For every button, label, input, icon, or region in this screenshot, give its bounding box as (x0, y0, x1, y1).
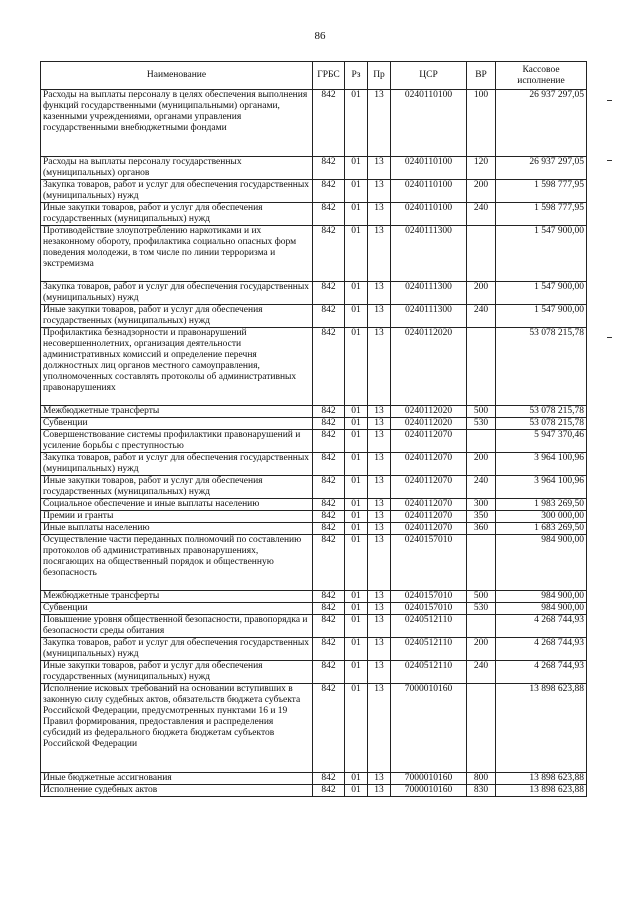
row-vr-cell (467, 535, 496, 591)
row-name-cell: Исполнение исковых требований на основании вступивших в законную силу судебных актов, обязательств бюджета субъекта Российской Федерации, предусмотренных пунктами 16 и 19 Правил формирования, предоставления и распределения субсидий из федерального бюджета бюджетам субъектов Российской Федерации (41, 684, 313, 773)
row-vr-cell: 100 (467, 90, 496, 157)
column-header-vr: ВР (467, 62, 496, 90)
table-row (41, 523, 587, 535)
row-pr-cell: 13 (368, 523, 391, 535)
row-amount-cell: 1 598 777,95 (496, 180, 587, 203)
table-row (41, 406, 587, 418)
row-vr-cell (467, 684, 496, 773)
row-pr-cell: 13 (368, 406, 391, 418)
row-vr-cell: 500 (467, 591, 496, 603)
row-amount-cell: 5 947 370,46 (496, 430, 587, 453)
row-amount-cell: 4 268 744,93 (496, 661, 587, 684)
table-header-row (41, 62, 587, 90)
row-grbs-cell: 842 (313, 773, 345, 785)
row-pr-cell: 13 (368, 615, 391, 638)
row-pr-cell: 13 (368, 684, 391, 773)
table-row (41, 591, 587, 603)
row-grbs-cell: 842 (313, 603, 345, 615)
row-rz-cell: 01 (345, 638, 368, 661)
row-rz-cell: 01 (345, 785, 368, 797)
row-vr-cell: 120 (467, 157, 496, 180)
row-csr-cell: 0240157010 (391, 591, 467, 603)
row-rz-cell: 01 (345, 282, 368, 305)
row-amount-cell: 1 547 900,00 (496, 282, 587, 305)
row-csr-cell: 7000010160 (391, 785, 467, 797)
row-grbs-cell: 842 (313, 328, 345, 406)
row-grbs-cell: 842 (313, 499, 345, 511)
row-vr-cell: 240 (467, 661, 496, 684)
row-pr-cell: 13 (368, 476, 391, 499)
table-row (41, 615, 587, 638)
row-grbs-cell: 842 (313, 511, 345, 523)
row-name-cell: Профилактика безнадзорности и правонарушений несовершеннолетних, организация деятельности административных комиссий и определение перечня должностных лиц органов местного самоуправления, уполномоченных составлять протоколы об административных правонарушениях (41, 328, 313, 406)
row-pr-cell: 13 (368, 453, 391, 476)
row-vr-cell: 500 (467, 406, 496, 418)
row-vr-cell (467, 615, 496, 638)
row-csr-cell: 0240110100 (391, 90, 467, 157)
row-amount-cell: 26 937 297,05 (496, 157, 587, 180)
row-name-cell: Осуществление части переданных полномочий по составлению протоколов об административных правонарушениях, посягающих на общественный порядок и общественную безопасность (41, 535, 313, 591)
row-vr-cell: 240 (467, 305, 496, 328)
row-grbs-cell: 842 (313, 535, 345, 591)
scan-mark (607, 100, 612, 101)
row-amount-cell: 1 983 269,50 (496, 499, 587, 511)
row-csr-cell: 0240112070 (391, 453, 467, 476)
row-amount-cell: 1 683 269,50 (496, 523, 587, 535)
row-csr-cell: 0240110100 (391, 180, 467, 203)
row-name-cell: Повышение уровня общественной безопасности, правопорядка и безопасности среды обитания (41, 615, 313, 638)
row-vr-cell (467, 430, 496, 453)
row-vr-cell: 200 (467, 282, 496, 305)
row-grbs-cell: 842 (313, 90, 345, 157)
row-pr-cell: 13 (368, 203, 391, 226)
row-csr-cell: 0240512110 (391, 615, 467, 638)
row-grbs-cell: 842 (313, 406, 345, 418)
row-amount-cell: 984 900,00 (496, 603, 587, 615)
row-pr-cell: 13 (368, 305, 391, 328)
scan-mark (607, 337, 612, 338)
column-header-amount: Кассовое исполнение (496, 62, 587, 90)
row-amount-cell: 53 078 215,78 (496, 418, 587, 430)
row-rz-cell: 01 (345, 453, 368, 476)
row-vr-cell: 530 (467, 418, 496, 430)
row-csr-cell: 0240512110 (391, 661, 467, 684)
row-csr-cell: 7000010160 (391, 684, 467, 773)
budget-execution-table (40, 61, 587, 797)
row-rz-cell: 01 (345, 157, 368, 180)
row-rz-cell: 01 (345, 773, 368, 785)
row-amount-cell: 4 268 744,93 (496, 615, 587, 638)
row-amount-cell: 1 547 900,00 (496, 226, 587, 282)
table-row (41, 476, 587, 499)
row-name-cell: Субвенции (41, 418, 313, 430)
row-rz-cell: 01 (345, 535, 368, 591)
row-rz-cell: 01 (345, 90, 368, 157)
table-row (41, 499, 587, 511)
row-rz-cell: 01 (345, 523, 368, 535)
row-name-cell: Субвенции (41, 603, 313, 615)
row-name-cell: Премии и гранты (41, 511, 313, 523)
row-pr-cell: 13 (368, 773, 391, 785)
row-csr-cell: 0240110100 (391, 203, 467, 226)
row-rz-cell: 01 (345, 305, 368, 328)
row-vr-cell: 240 (467, 476, 496, 499)
column-header-name: Наименование (41, 62, 313, 90)
page-number: 86 (314, 30, 326, 42)
row-pr-cell: 13 (368, 511, 391, 523)
row-name-cell: Расходы на выплаты персоналу государственных (муниципальных) органов (41, 157, 313, 180)
row-pr-cell: 13 (368, 282, 391, 305)
row-csr-cell: 0240112020 (391, 328, 467, 406)
row-amount-cell: 13 898 623,88 (496, 684, 587, 773)
row-vr-cell: 200 (467, 180, 496, 203)
row-csr-cell: 7000010160 (391, 773, 467, 785)
table-row (41, 282, 587, 305)
row-vr-cell: 200 (467, 638, 496, 661)
row-pr-cell: 13 (368, 499, 391, 511)
row-grbs-cell: 842 (313, 684, 345, 773)
row-name-cell: Иные закупки товаров, работ и услуг для обеспечения государственных (муниципальных) нужд (41, 203, 313, 226)
table-body (41, 90, 587, 797)
row-amount-cell: 53 078 215,78 (496, 406, 587, 418)
table-row (41, 90, 587, 157)
table-row (41, 535, 587, 591)
row-grbs-cell: 842 (313, 180, 345, 203)
row-csr-cell: 0240111300 (391, 226, 467, 282)
row-rz-cell: 01 (345, 591, 368, 603)
row-rz-cell: 01 (345, 180, 368, 203)
row-name-cell: Совершенствование системы профилактики правонарушений и усиление борьбы с преступностью (41, 430, 313, 453)
row-vr-cell: 800 (467, 773, 496, 785)
row-csr-cell: 0240157010 (391, 603, 467, 615)
row-grbs-cell: 842 (313, 430, 345, 453)
row-name-cell: Противодействие злоупотреблению наркотиками и их незаконному обороту, профилактика социально опасных форм поведения молодежи, в том числе по линии терроризма и экстремизма (41, 226, 313, 282)
row-grbs-cell: 842 (313, 476, 345, 499)
row-rz-cell: 01 (345, 203, 368, 226)
row-name-cell: Иные закупки товаров, работ и услуг для обеспечения государственных (муниципальных) нужд (41, 661, 313, 684)
row-rz-cell: 01 (345, 603, 368, 615)
row-name-cell: Закупка товаров, работ и услуг для обеспечения государственных (муниципальных) нужд (41, 453, 313, 476)
row-vr-cell: 350 (467, 511, 496, 523)
row-amount-cell: 1 547 900,00 (496, 305, 587, 328)
row-name-cell: Закупка товаров, работ и услуг для обеспечения государственных (муниципальных) нужд (41, 638, 313, 661)
row-vr-cell (467, 226, 496, 282)
row-rz-cell: 01 (345, 406, 368, 418)
row-pr-cell: 13 (368, 535, 391, 591)
row-csr-cell: 0240112020 (391, 418, 467, 430)
row-vr-cell: 830 (467, 785, 496, 797)
table-row (41, 328, 587, 406)
table-row (41, 305, 587, 328)
row-vr-cell: 240 (467, 203, 496, 226)
row-grbs-cell: 842 (313, 638, 345, 661)
table-row (41, 638, 587, 661)
table-row (41, 661, 587, 684)
row-grbs-cell: 842 (313, 453, 345, 476)
column-header-grbs: ГРБС (313, 62, 345, 90)
column-header-pr: Пр (368, 62, 391, 90)
row-amount-cell: 13 898 623,88 (496, 773, 587, 785)
row-name-cell: Межбюджетные трансферты (41, 591, 313, 603)
row-name-cell: Расходы на выплаты персоналу в целях обеспечения выполнения функций государственными (муниципальными) органами, казенными учреждениями, органами управления государственными внебюджетными фондами (41, 90, 313, 157)
row-name-cell: Социальное обеспечение и иные выплаты населению (41, 499, 313, 511)
row-grbs-cell: 842 (313, 418, 345, 430)
row-amount-cell: 984 900,00 (496, 591, 587, 603)
row-amount-cell: 13 898 623,88 (496, 785, 587, 797)
table-row (41, 430, 587, 453)
row-amount-cell: 300 000,00 (496, 511, 587, 523)
table-row (41, 453, 587, 476)
row-csr-cell: 0240110100 (391, 157, 467, 180)
row-csr-cell: 0240111300 (391, 282, 467, 305)
row-csr-cell: 0240112070 (391, 511, 467, 523)
row-rz-cell: 01 (345, 476, 368, 499)
row-amount-cell: 53 078 215,78 (496, 328, 587, 406)
scan-mark (607, 160, 612, 161)
row-rz-cell: 01 (345, 499, 368, 511)
row-rz-cell: 01 (345, 511, 368, 523)
row-rz-cell: 01 (345, 418, 368, 430)
row-grbs-cell: 842 (313, 203, 345, 226)
row-csr-cell: 0240112070 (391, 430, 467, 453)
row-rz-cell: 01 (345, 226, 368, 282)
row-pr-cell: 13 (368, 591, 391, 603)
row-amount-cell: 3 964 100,96 (496, 453, 587, 476)
row-pr-cell: 13 (368, 430, 391, 453)
row-name-cell: Иные выплаты населению (41, 523, 313, 535)
row-vr-cell: 360 (467, 523, 496, 535)
row-grbs-cell: 842 (313, 226, 345, 282)
row-vr-cell: 530 (467, 603, 496, 615)
row-rz-cell: 01 (345, 615, 368, 638)
row-name-cell: Иные закупки товаров, работ и услуг для обеспечения государственных (муниципальных) нужд (41, 476, 313, 499)
table-row (41, 684, 587, 773)
row-name-cell: Иные бюджетные ассигнования (41, 773, 313, 785)
row-amount-cell: 3 964 100,96 (496, 476, 587, 499)
row-grbs-cell: 842 (313, 523, 345, 535)
row-pr-cell: 13 (368, 418, 391, 430)
row-csr-cell: 0240112020 (391, 406, 467, 418)
table-row (41, 157, 587, 180)
row-csr-cell: 0240112070 (391, 523, 467, 535)
row-grbs-cell: 842 (313, 157, 345, 180)
row-vr-cell (467, 328, 496, 406)
row-amount-cell: 984 900,00 (496, 535, 587, 591)
row-vr-cell: 300 (467, 499, 496, 511)
row-amount-cell: 4 268 744,93 (496, 638, 587, 661)
row-grbs-cell: 842 (313, 615, 345, 638)
table-row (41, 418, 587, 430)
table-row (41, 180, 587, 203)
row-csr-cell: 0240112070 (391, 476, 467, 499)
row-grbs-cell: 842 (313, 661, 345, 684)
row-name-cell: Межбюджетные трансферты (41, 406, 313, 418)
row-csr-cell: 0240112070 (391, 499, 467, 511)
row-pr-cell: 13 (368, 157, 391, 180)
row-grbs-cell: 842 (313, 785, 345, 797)
row-rz-cell: 01 (345, 430, 368, 453)
row-rz-cell: 01 (345, 328, 368, 406)
row-name-cell: Иные закупки товаров, работ и услуг для обеспечения государственных (муниципальных) нужд (41, 305, 313, 328)
row-vr-cell: 200 (467, 453, 496, 476)
column-header-csr: ЦСР (391, 62, 467, 90)
table-row (41, 203, 587, 226)
table-row (41, 511, 587, 523)
row-pr-cell: 13 (368, 328, 391, 406)
row-grbs-cell: 842 (313, 591, 345, 603)
row-amount-cell: 26 937 297,05 (496, 90, 587, 157)
table-row (41, 785, 587, 797)
row-grbs-cell: 842 (313, 282, 345, 305)
row-pr-cell: 13 (368, 785, 391, 797)
row-name-cell: Исполнение судебных актов (41, 785, 313, 797)
row-pr-cell: 13 (368, 603, 391, 615)
row-name-cell: Закупка товаров, работ и услуг для обеспечения государственных (муниципальных) нужд (41, 180, 313, 203)
row-pr-cell: 13 (368, 180, 391, 203)
table-row (41, 603, 587, 615)
row-amount-cell: 1 598 777,95 (496, 203, 587, 226)
table-row (41, 773, 587, 785)
column-header-rz: Рз (345, 62, 368, 90)
row-name-cell: Закупка товаров, работ и услуг для обеспечения государственных (муниципальных) нужд (41, 282, 313, 305)
row-pr-cell: 13 (368, 661, 391, 684)
row-rz-cell: 01 (345, 661, 368, 684)
row-csr-cell: 0240111300 (391, 305, 467, 328)
row-csr-cell: 0240157010 (391, 535, 467, 591)
row-pr-cell: 13 (368, 226, 391, 282)
row-grbs-cell: 842 (313, 305, 345, 328)
table-row (41, 226, 587, 282)
row-csr-cell: 0240512110 (391, 638, 467, 661)
row-rz-cell: 01 (345, 684, 368, 773)
row-pr-cell: 13 (368, 90, 391, 157)
row-pr-cell: 13 (368, 638, 391, 661)
